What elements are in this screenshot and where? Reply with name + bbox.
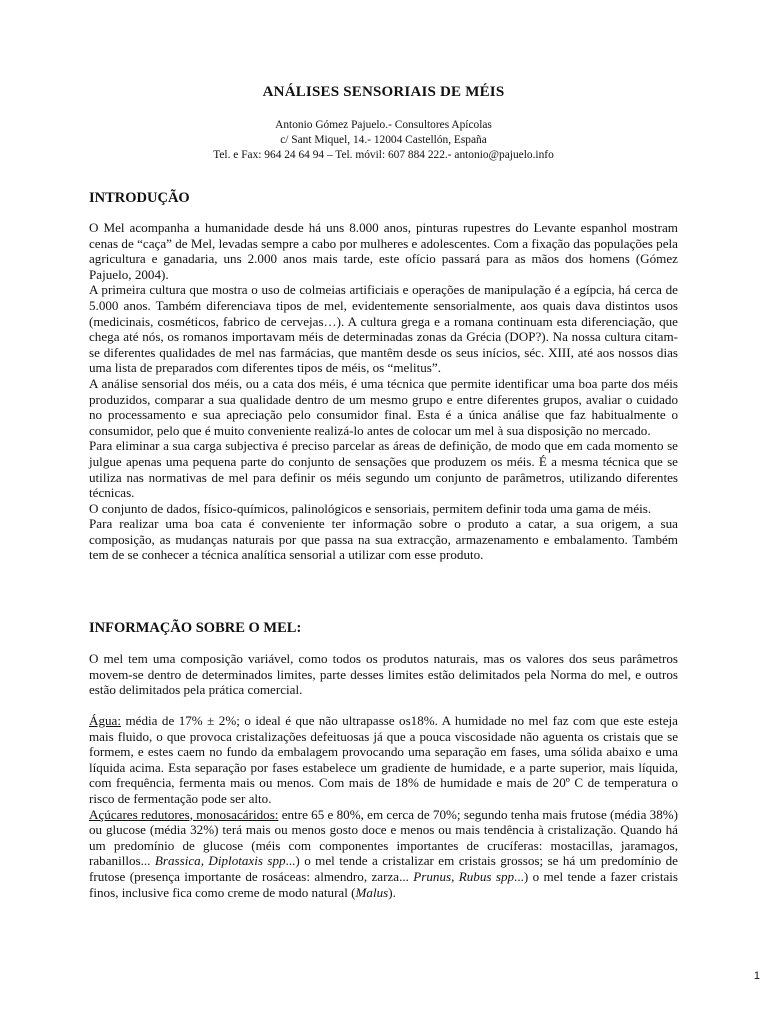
acucares-label: Açúcares redutores, monosacáridos: [89,806,279,822]
info-paragraph: O mel tem uma composição variável, como todos os produtos naturais, mas os valores dos seus parâmetros movem-se dentro de determinados limites, parte desses limites estão delimitados pela Norma do mel, e outros estão delimitados pela prática comercial. [89,651,678,698]
acucares-paragraph [89,807,678,901]
acucares-text: ). [388,884,396,900]
document-title: ANÁLISES SENSORIAIS DE MÉIS [262,84,505,100]
agua-paragraph [89,713,678,807]
intro-paragraph: A primeira cultura que mostra o uso de colmeias artificiais e operações de manipulação é a egípcia, há cerca de 5.000 anos. Também diferenciava tipos de mel, evidentemente sensorialmente, aos quais dava distintos usos (medicinais, cosméticos, fabrico de cervejas…). A cultura grega e a romana continuam esta diferenciação, que chega até nós, os romanos importavam méis de determinadas zonas da Grécia (DOP?). Na nossa cultura citam-se diferentes qualidades de mel nas farmácias, que mantêm desde os seus inícios, séc. XIII, até aos nossos dias uma lista de preparados com diferentes tipos de méis, os “melitus”. [89,282,678,376]
agua-text: média de 17% ± 2%; o ideal é que não ultrapasse os18%. A humidade no mel faz com que este esteja mais fluido, o que provoca cristalizações defeituosas já que a pouca viscosidade não aguenta os cristais que se formem, e estes caem no fundo da embalagem provocando uma separação em fases, uma sólida abaixo e uma líquida acima. Esta separação por fases estabelece um gradiente de humidade, e a parte superior, mais líquida, com frequência, fermenta mais ou menos. Com mais de 18% de humidade e mais de 20º C de temperatura o risco de fermentação pode ser alto. [89,713,678,806]
intro-heading: INTRODUÇÃO [89,190,190,206]
info-section [89,651,678,698]
author-contact-line: Tel. e Fax: 964 24 64 94 – Tel. móvil: 607 884 222.- antonio@pajuelo.info [213,149,554,161]
composition-section [89,713,678,900]
intro-paragraph: Para realizar uma boa cata é conveniente ter informação sobre o produto a catar, a sua origem, a sua composição, as mudanças naturais por que passa na sua extracção, armazenamento e embalamento. Também tem de se conhecer a técnica analítica sensorial a utilizar com esse produto. [89,516,678,563]
author-name-line: Antonio Gómez Pajuelo.- Consultores Apícolas [275,119,492,131]
acucares-text: ...) o mel tende a fazer cristais finos, inclusive fica como creme de modo natural ( [89,868,678,900]
intro-section [89,220,678,563]
acucares-text: entre 65 e 80%, em cerca de 70%; segundo tenha mais frutose (média 38%) ou glucose (média 32%) terá mais ou menos gosto doce e menos ou mais tendência à cristalização. Quando há um predomínio de glucose (méis com componentes importantes de crucíferas: mostacillas, jaramagos, rabanillos... [89,806,679,869]
info-heading: INFORMAÇÃO SOBRE O MEL: [89,620,302,636]
acucares-text: ...) o mel tende a cristalizar em cristais grossos; se há um predomínio de frutose (presença importante de rosáceas: almendro, zarza... [89,853,678,884]
intro-paragraph: O conjunto de dados, físico-químicos, palinológicos e sensoriais, permitem definir toda uma gama de méis. [89,500,652,516]
author-address-line: c/ Sant Miquel, 14.- 12004 Castellón, España [280,134,487,146]
species-name: Brassica, Diplotaxis spp [154,853,286,869]
intro-paragraph: A análise sensorial dos méis, ou a cata dos méis, é uma técnica que permite identificar uma boa parte dos méis produzidos, comparar a sua qualidade dentro de um mesmo grupo e entre diferentes grupos, avaliar o cuidado no processamento e sua apreciação pelo consumidor final. Esta é a única análise que faz habitualmente o consumidor, pelo que é muito conveniente realizá-lo antes de colocar um mel à sua disposição no mercado. [89,375,678,438]
intro-paragraph: Para eliminar a sua carga subjectiva é preciso parcelar as áreas de definição, de modo que em cada momento se julgue apenas uma pequena parte do conjunto de sensações que produzem os méis. É a mesma técnica que se utiliza nas normativas de mel para definir os méis segundo um conjunto de parâmetros, utilizando diferentes técnicas. [89,438,678,501]
page-number: 1 [753,970,760,982]
species-name: Malus [355,884,389,900]
agua-label: Água: [89,713,121,728]
species-name: Prunus, Rubus spp [413,868,515,884]
intro-paragraph: O Mel acompanha a humanidade desde há uns 8.000 anos, pinturas rupestres do Levante espanhol mostram cenas de “caça” de Mel, levadas sempre a cabo por mulheres e adolescentes. Com a fixação das populações pela agricultura e ganadaria, uns 2.000 anos mais tarde, este ofício passará para as mãos dos homens (Gómez Pajuelo, 2004). [89,220,678,282]
author-block [89,118,678,163]
